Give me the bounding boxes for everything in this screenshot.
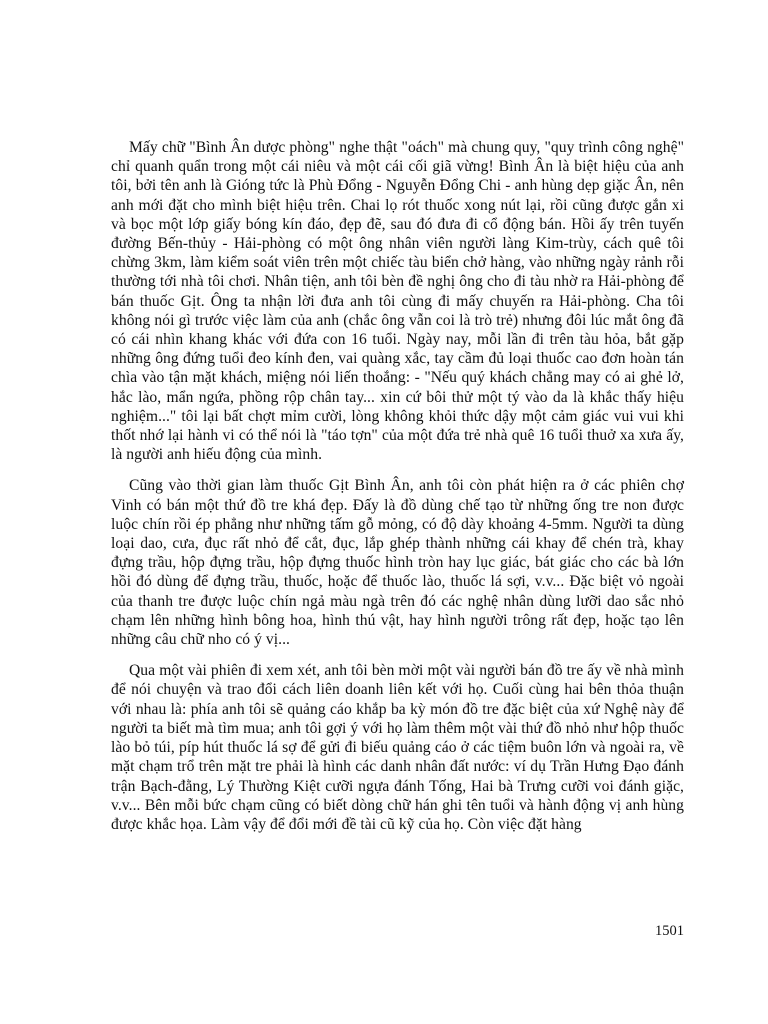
paragraph-2: Cũng vào thời gian làm thuốc Gịt Bình Ân, anh tôi còn phát hiện ra ở các phiên chợ Vinh có bán một thứ đồ tre khá đẹp. Đấy là đồ dùng chế tạo từ những ống tre non được luộc chín rồi ép phẳng như những tấm gỗ mỏng, có độ dày khoảng 4-5mm. Người ta dùng loại dao, cưa, đục rất nhỏ để cắt, đục, lắp ghép thành những cái khay để chén trà, khay đựng trầu, hộp đựng trầu, hộp đựng thuốc hình tròn hay lục giác, bát giác cho các bà lớn hồi đó dùng để đựng trầu, thuốc, hoặc để thuốc lào, thuốc lá sợi, v.v... Đặc biệt vỏ ngoài của thanh tre được luộc chín ngả màu ngà trên đó các nghệ nhân dùng lưỡi dao sắc nhỏ chạm lên những hình bông hoa, hình thú vật, hay hình người trông rất đẹp, hoặc tạo lên những câu chữ nho có ý vị... <box>111 477 684 649</box>
page-number: 1501 <box>655 923 684 939</box>
paragraph-3: Qua một vài phiên đi xem xét, anh tôi bèn mời một vài người bán đồ tre ấy về nhà mình để nói chuyện và trao đổi cách liên doanh liên kết với họ. Cuối cùng hai bên thỏa thuận với nhau là: phía anh tôi sẽ quảng cáo khắp ba kỳ món đồ tre đặc biệt của xứ Nghệ này để người ta biết mà tìm mua; anh tôi gợi ý với họ làm thêm một vài thứ đồ nhỏ như hộp thuốc lào bỏ túi, píp hút thuốc lá sợ để gửi đi biếu quảng cáo ở các tiệm buôn lớn và ngoài ra, về mặt chạm trổ trên mặt tre phải là hình các danh nhân đất nước: ví dụ Trần Hưng Đạo đánh trận Bạch-đằng, Lý Thường Kiệt cưỡi ngựa đánh Tống, Hai bà Trưng cưỡi voi đánh giặc, v.v... Bên mỗi bức chạm cũng có biết dòng chữ hán ghi tên tuổi và hành động vị anh hùng được khắc họa. Làm vậy để đổi mới đề tài cũ kỹ của họ. Còn việc đặt hàng <box>111 662 684 833</box>
document-body <box>111 138 684 846</box>
paragraph-1: Mấy chữ "Bình Ân dược phòng" nghe thật "oách" mà chung quy, "quy trình công nghệ" chỉ quanh quẩn trong một cái niêu và một cái cối giã vừng! Bình Ân là biệt hiệu của anh tôi, bởi tên anh là Gióng tức là Phù Đổng - Nguyễn Đổng Chi - anh hùng dẹp giặc Ân, nên anh mới đặt cho mình biệt hiệu trên. Chai lọ rót thuốc xong nút lại, rồi cũng được gắn xi và bọc một lớp giấy bóng kín đáo, đẹp đẽ, sau đó đưa đi cổ động bán. Hồi ấy trên tuyến đường Bến-thủy - Hải-phòng có một ông nhân viên người làng Kim-trùy, cách quê tôi chừng 3km, làm kiểm soát viên trên một chiếc tàu biển chở hàng, vào những ngày rảnh rỗi thường tới nhà tôi chơi. Nhân tiện, anh tôi bèn đề nghị ông cho đi tàu nhờ ra Hải-phòng để bán thuốc Gịt. Ông ta nhận lời đưa anh tôi cùng đi mấy chuyến ra Hải-phòng. Cha tôi không nói gì trước việc làm của anh (chắc ông vẫn coi là trò trẻ) nhưng đôi lúc mắt ông đã có cái nhìn khang khác với đứa con 16 tuổi. Ngày nay, mỗi lần đi trên tàu hỏa, bắt gặp những ông đứng tuổi đeo kính đen, vai quàng xắc, tay cầm đủ loại thuốc cao đơn hoàn tán chìa vào tận mặt khách, miệng nói liến thoắng: - "Nếu quý khách chẳng may có ai ghẻ lở, hắc lào, mẩn ngứa, phồng rộp chân tay... xin cứ bôi thử một tý vào da là khắc thấy hiệu nghiệm..." tôi lại bất chợt mỉm cười, lòng không khỏi thức dậy một cảm giác vui vui khi thốt nhớ lại hành vi có thể nói là "táo tợn" của một đứa trẻ nhà quê 16 tuổi thuở xa xưa ấy, là người anh hiếu động của mình. <box>111 139 684 464</box>
